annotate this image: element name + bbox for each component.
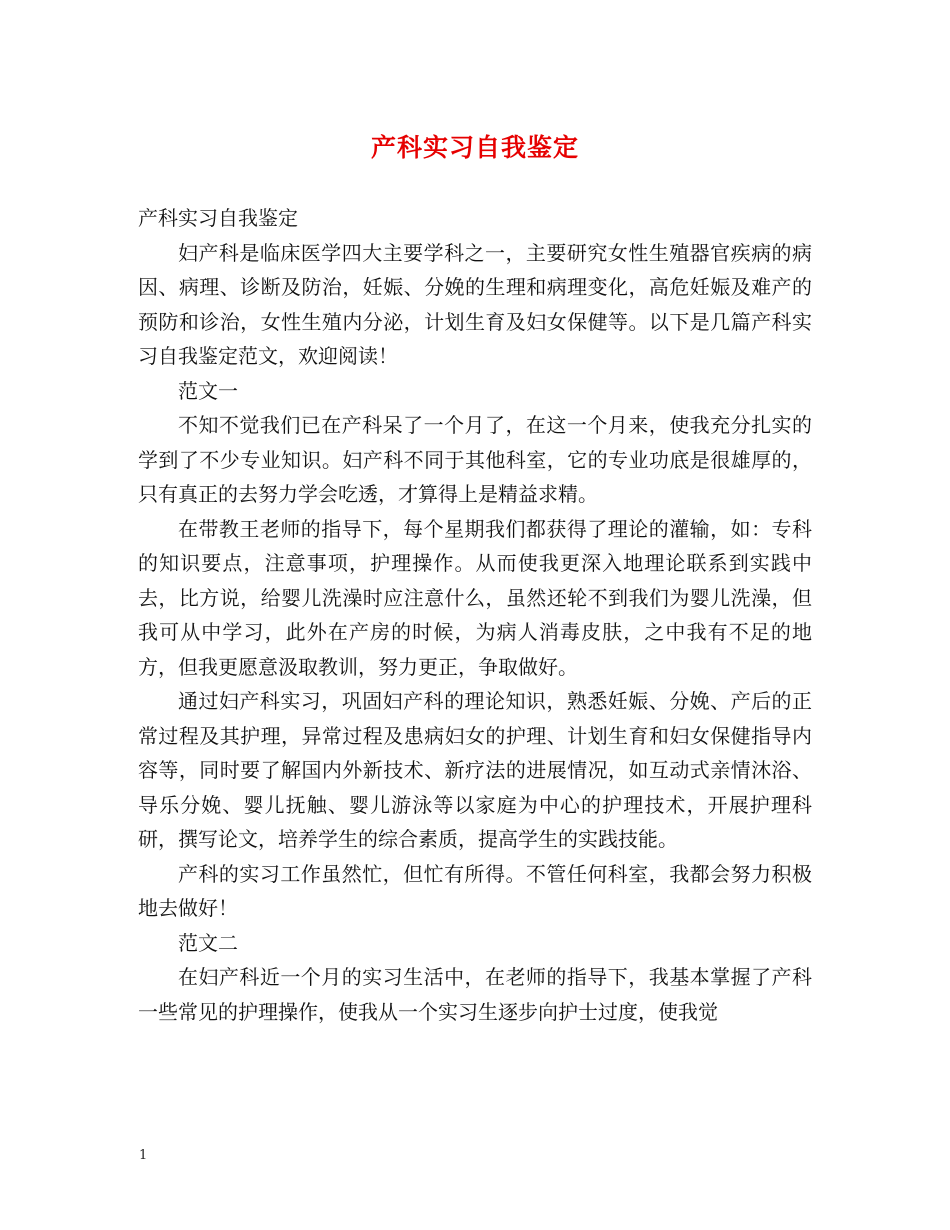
section-heading-sample-two: 范文二 (178, 930, 238, 955)
body-paragraph: 在带教王老师的指导下，每个星期我们都获得了理论的灌输，如：专科的知识要点，注意事项，护理操作。从而使我更深入地理论联系到实践中去，比方说，给婴儿洗澡时应注意什么，虽然还轮不到我们为婴儿洗澡，但我可从中学习，此外在产房的时候，为病人消毒皮肤，之中我有不足的地方，但我更愿意汲取教训，努力更正，争取做好。 (138, 516, 812, 679)
page-number: 1 (139, 1148, 148, 1163)
body-paragraph: 不知不觉我们已在产科呆了一个月了，在这一个月来，使我充分扎实的学到了不少专业知识。妇产科不同于其他科室，它的专业功底是很雄厚的，只有真正的去努力学会吃透，才算得上是精益求精。 (138, 413, 812, 506)
body-paragraph: 通过妇产科实习，巩固妇产科的理论知识，熟悉妊娠、分娩、产后的正常过程及其护理，异常过程及患病妇女的护理、计划生育和妇女保健指导内容等，同时要了解国内外新技术、新疗法的进展情况，如互动式亲情沐浴、导乐分娩、婴儿抚触、婴儿游泳等以家庭为中心的护理技术，开展护理科研，撰写论文，培养学生的综合素质，提高学生的实践技能。 (138, 689, 812, 851)
intro-paragraph: 妇产科是临床医学四大主要学科之一，主要研究女性生殖器官疾病的病因、病理、诊断及防治，妊娠、分娩的生理和病理变化，高危妊娠及难产的预防和诊治，女性生殖内分泌，计划生育及妇女保健等。以下是几篇产科实习自我鉴定范文，欢迎阅读！ (138, 240, 812, 368)
body-paragraph: 在妇产科近一个月的实习生活中，在老师的指导下，我基本掌握了产科一些常见的护理操作，使我从一个实习生逐步向护士过度，使我觉 (138, 965, 812, 1024)
body-paragraph: 产科的实习工作虽然忙，但忙有所得。不管任何科室，我都会努力积极地去做好！ (138, 861, 812, 920)
section-heading-sample-one: 范文一 (178, 378, 238, 403)
document-body (138, 201, 812, 1029)
subtitle-paragraph: 产科实习自我鉴定 (138, 206, 298, 230)
page-title: 产科实习自我鉴定 (370, 133, 579, 162)
